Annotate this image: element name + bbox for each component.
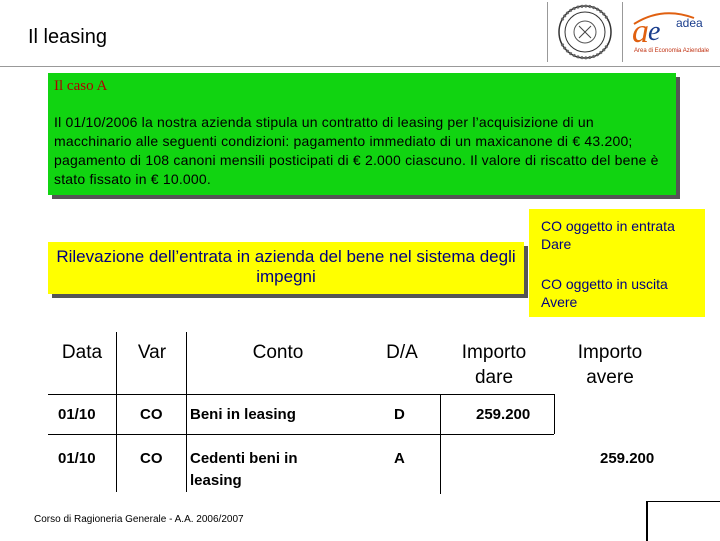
- section-box: [48, 242, 524, 294]
- row2-da: A: [394, 450, 405, 467]
- row1-var: CO: [140, 406, 163, 423]
- grid-line: [440, 394, 441, 494]
- svg-text:e: e: [648, 16, 661, 47]
- header-importo-dare: Importo dare: [461, 342, 527, 388]
- row1-importo-dare: 259.200: [476, 406, 531, 423]
- header-da: D/A: [386, 342, 418, 363]
- adea-caption: Area di Economia Aziendale: [634, 48, 710, 54]
- header-data: Data: [61, 342, 103, 363]
- slide-title: Il leasing: [28, 26, 107, 48]
- header-conto: Conto: [252, 342, 304, 363]
- row1-da: D: [394, 406, 405, 423]
- grid-line: [186, 332, 187, 492]
- adea-logo: [622, 2, 718, 62]
- case-description: Il 01/10/2006 la nostra azienda stipula un contratto di leasing per l’acquisizione di un macchinario alle seguenti condizioni: pagamento immediato di un maxicanone di € 43.200; pagamento di 108 canoni mensili posticipati di € 2.000 ciascuno. Il valore di riscatto del bene è stato fissato in € 10.000.: [54, 114, 659, 187]
- row1-data: 01/10: [58, 406, 96, 423]
- section-title: Rilevazione dell’entrata in azienda del bene nel sistema degli impegni: [56, 247, 516, 286]
- header-var: Var: [137, 342, 167, 363]
- row1-conto: Beni in leasing: [190, 406, 296, 423]
- grid-line: [116, 332, 117, 492]
- svg-text:a: a: [632, 13, 649, 50]
- footer-slide-number-box: [646, 501, 720, 541]
- grid-line: [48, 434, 440, 435]
- side-notes-box: [529, 209, 705, 317]
- footer-text: Corso di Ragioneria Generale - A.A. 2006/2007: [34, 514, 244, 525]
- row2-importo-avere: 259.200: [600, 450, 655, 467]
- note-uscita: CO oggetto in uscita Avere: [541, 276, 668, 310]
- row2-data: 01/10: [58, 450, 96, 467]
- header-importo-avere: Importo avere: [577, 342, 643, 388]
- adea-logo-text: adea: [676, 16, 703, 30]
- note-entrata: CO oggetto in entrata Dare: [541, 218, 675, 252]
- header-divider: [0, 66, 720, 67]
- row2-var: CO: [140, 450, 163, 467]
- grid-line: [554, 394, 555, 434]
- row2-conto: Cedenti beni in leasing: [190, 450, 298, 489]
- grid-line: [48, 394, 554, 395]
- grid-line: [440, 434, 554, 435]
- case-box: [48, 73, 676, 195]
- case-title: Il caso A: [54, 78, 108, 94]
- university-seal-logo: [547, 2, 623, 62]
